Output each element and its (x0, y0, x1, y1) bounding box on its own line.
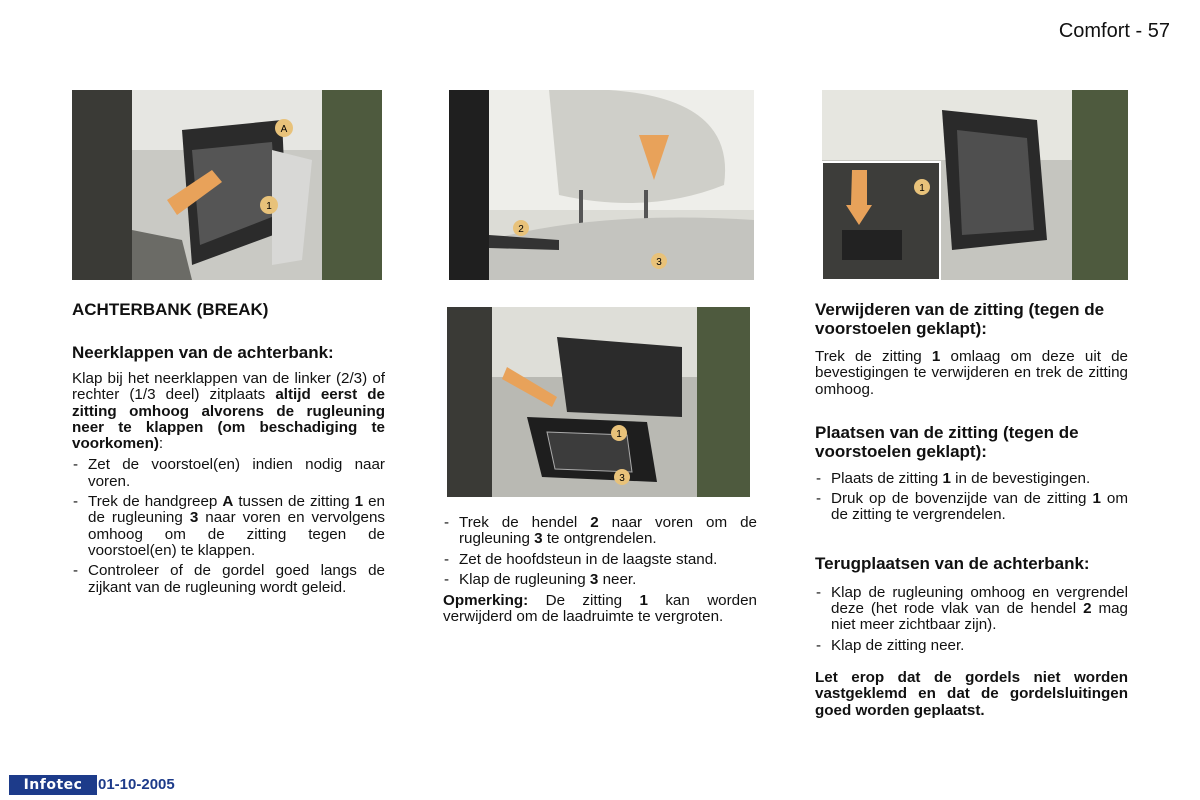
ref-2: 2 (590, 514, 599, 531)
list-item (72, 457, 385, 490)
ref-1: 1 (639, 592, 648, 610)
photo-seat-latch (822, 90, 1128, 280)
page-header (1059, 20, 1170, 43)
list-item-text: Trek de hendel (459, 514, 591, 531)
photo2-label-3: 3 (656, 257, 662, 268)
list-item (815, 585, 1128, 634)
list-item-text: tussen de zitting (233, 493, 355, 511)
fold-steps-list (72, 457, 385, 595)
photo3-label-3: 3 (619, 473, 625, 484)
photo-seat-remove (447, 307, 750, 497)
list-item-text: Druk op de bovenzijde van de zitting (831, 490, 1093, 508)
list-item-text: Klap de zitting neer. (831, 636, 965, 654)
intro-colon: : (158, 435, 164, 453)
header-separator: - (1135, 20, 1143, 42)
backrest-steps-list (443, 515, 757, 588)
photo2-label-2: 2 (518, 224, 524, 235)
ref-2: 2 (1083, 600, 1092, 618)
warning-paragraph: Let erop dat de gordels niet worden vastgeklemd en dat de gordelsluitingen goed worden geplaatst. (815, 668, 1128, 719)
list-item (815, 471, 1128, 487)
list-item-text: in de bevestigingen. (950, 469, 1091, 487)
photo1-label-a: A (280, 124, 288, 135)
subheading-fold: Neerklappen van de achterbank: (72, 343, 334, 362)
list-item (72, 494, 385, 559)
note-text: De zitting (528, 592, 640, 610)
section-heading: ACHTERBANK (BREAK) (72, 300, 269, 319)
ref-3: 3 (589, 570, 599, 588)
right-column (815, 300, 1128, 719)
ref-3: 3 (534, 530, 543, 548)
place-steps-list (815, 471, 1128, 524)
list-item (815, 638, 1128, 654)
list-item (815, 491, 1128, 524)
list-item-text: naar voren om de rugleuning (459, 514, 757, 548)
list-item (72, 563, 385, 596)
remove-text: Trek de zitting (815, 348, 932, 365)
list-item-text: Trek de handgreep (88, 493, 223, 511)
list-item-text: mag niet meer zichtbaar zijn). (831, 600, 1128, 634)
list-item (443, 515, 757, 548)
subheading-restore: Terugplaatsen van de achterbank: (815, 553, 1090, 573)
intro-bold-text: altijd eerst de zitting omhoog alvorens de rugleuning neer te klappen (om beschadiging te voorkomen) (72, 386, 385, 453)
photo-headrest-lever (449, 90, 754, 280)
left-column (72, 300, 385, 600)
middle-column (443, 515, 757, 626)
subheading-place: Plaatsen van de zitting (tegen de voorstoelen geklapt): (815, 422, 1079, 461)
list-item (443, 572, 757, 588)
page-number: 57 (1147, 20, 1170, 42)
footer-date: 01-10-2005 (98, 776, 175, 793)
ref-1: 1 (1092, 490, 1101, 508)
list-item-text: Klap de rugleuning omhoog en vergrendel deze (het rode vlak van de hendel (831, 583, 1128, 618)
list-item-text: Plaats de zitting (831, 469, 943, 487)
ref-3: 3 (189, 509, 199, 527)
ref-1: 1 (942, 469, 951, 487)
list-item-text: Klap de rugleuning (459, 570, 590, 588)
note-text: kan worden verwijderd om de laadruimte te vergroten. (443, 592, 758, 626)
restore-steps-list (815, 585, 1128, 654)
list-item-text: om de zitting te vergrendelen. (831, 490, 1128, 524)
list-item (443, 552, 757, 568)
list-item-text: neer. (598, 570, 637, 588)
list-item-text: Zet de hoofdsteun in de laagste stand. (459, 550, 718, 568)
subheading-remove: Verwijderen van de zitting (tegen de voorstoelen geklapt): (815, 300, 1105, 338)
intro-text: Klap bij het neerklappen van de linker (2/3) of rechter (1/3 deel) zitplaats (72, 370, 385, 404)
list-item-text: Zet de voorstoel(en) indien nodig naar voren. (88, 456, 385, 490)
list-item-text: Controleer of de gordel goed langs de zijkant van de rugleuning wordt geleid. (88, 562, 385, 596)
infotec-logo: Infotec (9, 775, 97, 795)
list-item-text: naar voren en vervolgens omhoog om de zitting tegen de voorstoel(en) te klappen. (88, 509, 386, 559)
ref-1: 1 (354, 493, 364, 511)
intro-paragraph (72, 371, 385, 452)
ref-a: A (222, 493, 234, 511)
note-paragraph (443, 593, 757, 626)
remove-paragraph (815, 349, 1128, 398)
photo1-label-1: 1 (266, 201, 272, 212)
note-label: Opmerking: (443, 592, 529, 610)
photo3-label-1: 1 (616, 429, 622, 440)
ref-1: 1 (931, 348, 941, 365)
photo4-label-1: 1 (919, 183, 925, 194)
list-item-text: en de rugleuning (88, 493, 385, 527)
section-title: Comfort (1058, 20, 1130, 42)
photo-rear-seat-lift (72, 90, 382, 280)
remove-text: omlaag om deze uit de bevestigingen te verwijderen en trek de zitting omhoog. (815, 348, 1128, 398)
list-item-text: te ontgrendelen. (542, 530, 657, 548)
